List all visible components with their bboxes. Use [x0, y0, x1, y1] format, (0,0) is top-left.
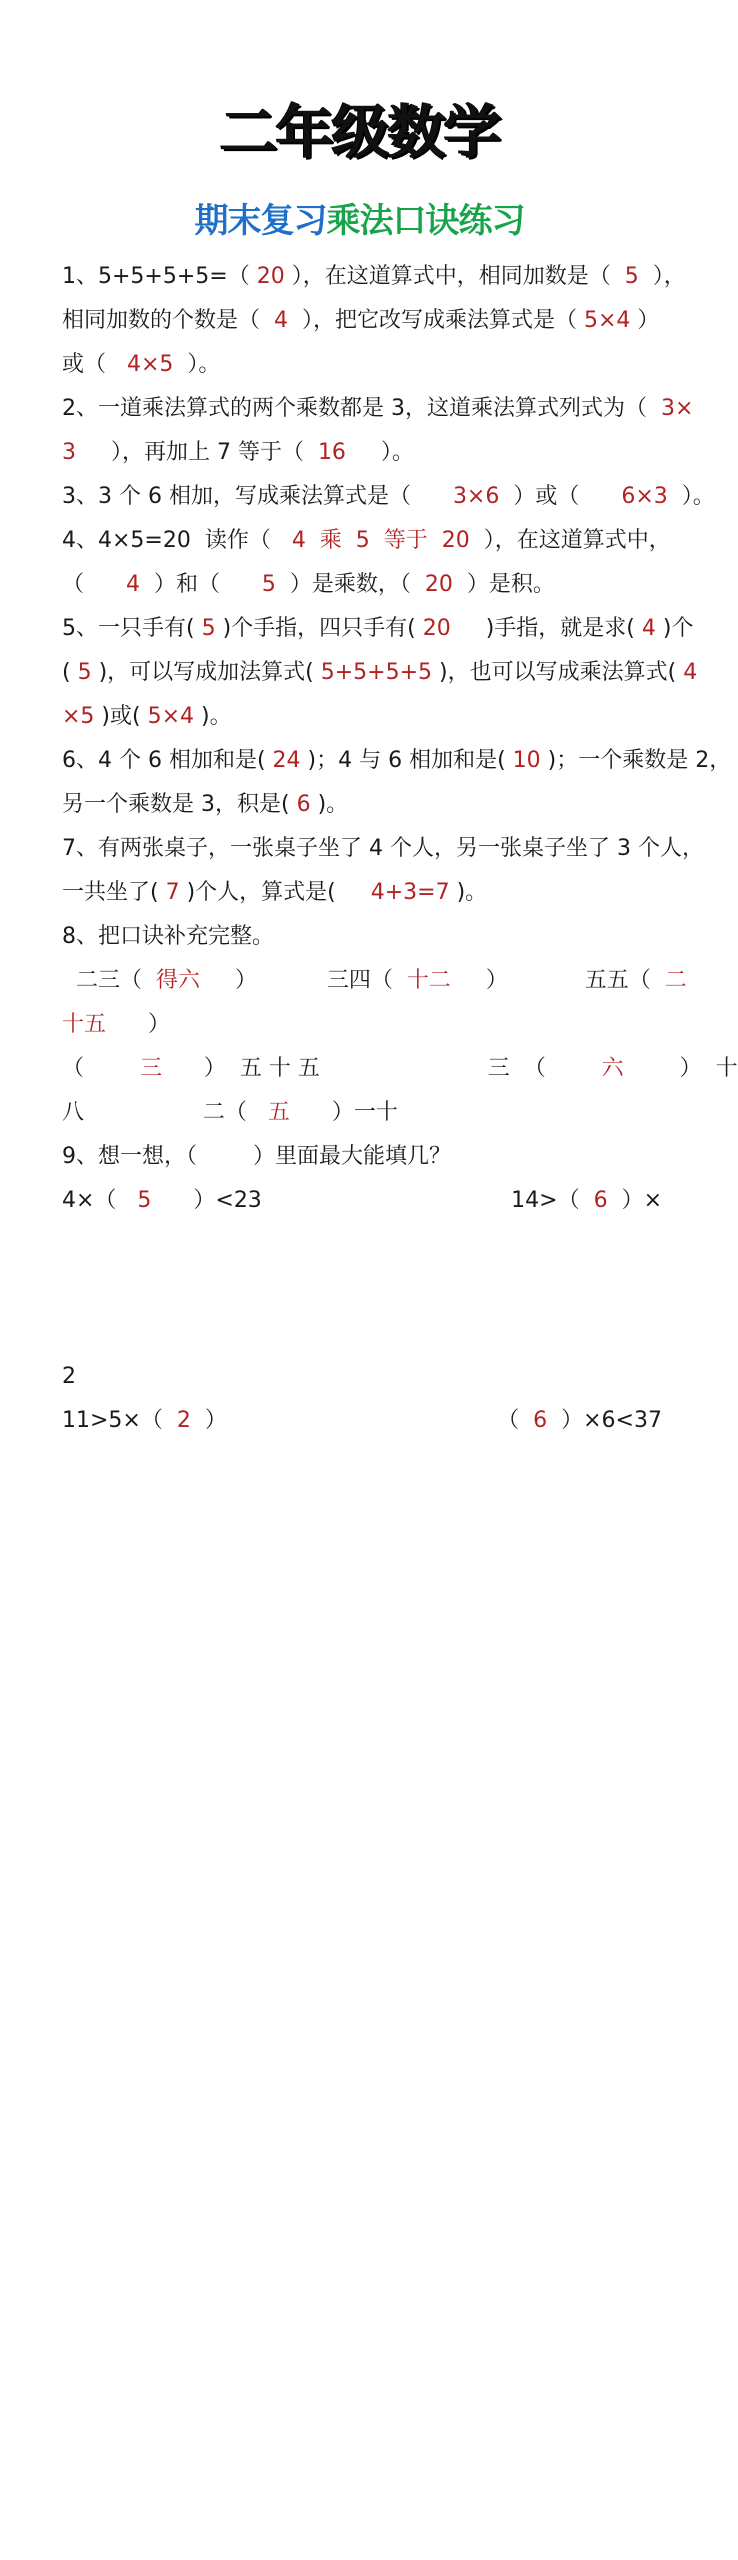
- question-text: 5、一只手有(: [62, 616, 195, 641]
- answer-text: 3×: [660, 396, 694, 421]
- worksheet-line: [62, 1135, 662, 1179]
- question-text: ），在这道算式中，相同加数是（: [284, 264, 625, 289]
- question-text: ），: [638, 264, 686, 289]
- worksheet-content: [62, 255, 738, 1443]
- question-text: )；4 与 6 相加和是(: [307, 748, 506, 773]
- answer-text: 2: [176, 1408, 191, 1433]
- question-text: )，可以写成加法算式(: [98, 660, 314, 685]
- worksheet-line: [62, 959, 687, 1003]
- question-text: （: [62, 572, 126, 597]
- worksheet-line: [62, 1355, 662, 1399]
- question-text: ）: [106, 1012, 170, 1037]
- answer-text: 三: [139, 1056, 162, 1081]
- question-text: 14>（: [511, 1188, 594, 1213]
- question-text: ）<23: [151, 1188, 262, 1213]
- answer-text: 10: [505, 748, 548, 773]
- question-text: （: [62, 1056, 140, 1081]
- answer-text: 20: [424, 572, 453, 597]
- answer-text: 20: [422, 616, 451, 641]
- worksheet-line: [62, 1179, 662, 1223]
- worksheet-line: [62, 1399, 662, 1443]
- question-text: 2、一道乘法算式的两个乘数都是 3，这道乘法算式列式为（: [62, 396, 661, 421]
- answer-text: 20: [256, 264, 285, 289]
- worksheet-line: [62, 431, 662, 475]
- worksheet-line: [62, 1223, 662, 1267]
- answer-text: 5: [70, 660, 99, 685]
- answer-text: ×5: [62, 704, 95, 729]
- page-subtitle: [0, 198, 719, 244]
- subtitle-part-practice: 乘法口诀练习: [326, 201, 525, 241]
- question-text: )个: [662, 616, 694, 641]
- answer-text: 十五: [62, 1012, 107, 1037]
- worksheet-line-right: [497, 1399, 662, 1443]
- worksheet-line: [62, 871, 662, 915]
- question-text: 八 二（: [62, 1100, 268, 1125]
- answer-text: 4: [683, 660, 698, 685]
- question-text: 4×（: [62, 1188, 138, 1213]
- question-text: 另一个乘数是 3，积是(: [62, 792, 290, 817]
- worksheet-line: [62, 827, 704, 871]
- answer-text: 6: [593, 1188, 608, 1213]
- subtitle-part-review: 期末复习: [194, 201, 327, 241]
- answer-text: 6: [289, 792, 318, 817]
- worksheet-line-right: [511, 1179, 662, 1223]
- question-text: )个手指，四只手有(: [222, 616, 423, 641]
- worksheet-line: [62, 255, 686, 299]
- question-text: )；一个乘数是 2，: [547, 748, 732, 773]
- worksheet-line: [62, 607, 694, 651]
- question-text: )。: [317, 792, 349, 817]
- worksheet-line: [62, 695, 662, 739]
- worksheet-line: [62, 1047, 738, 1091]
- answer-text: 16: [317, 440, 346, 465]
- question-text: 一共坐了(: [62, 880, 159, 905]
- answer-text: 4×5: [126, 352, 174, 377]
- question-text: ） 十: [623, 1056, 738, 1081]
- question-text: ） 五五（: [450, 968, 665, 993]
- question-text: )个人，算式是(: [186, 880, 371, 905]
- question-text: ）是乘数，（: [275, 572, 425, 597]
- question-text: ）×6<37: [547, 1408, 662, 1433]
- question-text: ）和（: [139, 572, 262, 597]
- question-text: 2: [62, 1364, 76, 1389]
- worksheet-line: [62, 1003, 662, 1047]
- question-text: )手指，就是求(: [450, 616, 635, 641]
- answer-text: 5×4: [583, 308, 631, 333]
- question-text: 6、4 个 6 相加和是(: [62, 748, 266, 773]
- question-text: 3、3 个 6 相加，写成乘法算式是（: [62, 484, 453, 509]
- answer-text: 24: [265, 748, 308, 773]
- worksheet-line: [62, 387, 694, 431]
- answer-text: 6×3: [621, 484, 668, 509]
- answer-text: 3×6: [452, 484, 500, 509]
- answer-text: 六: [601, 1056, 624, 1081]
- question-text: ），再加上 7 等于（: [76, 440, 318, 465]
- answer-text: 5: [624, 264, 639, 289]
- answer-text: 7: [158, 880, 187, 905]
- question-text: 4、4×5=20 读作（: [62, 528, 292, 553]
- question-text: ） 五 十 五 三 （: [161, 1056, 602, 1081]
- answer-text: 五: [267, 1100, 290, 1125]
- question-text: ）一十: [289, 1100, 398, 1125]
- question-text: ）: [630, 308, 660, 333]
- worksheet-line: [62, 343, 662, 387]
- question-text: 8、把口诀补充完整。: [62, 924, 274, 949]
- worksheet-line: [62, 299, 662, 343]
- worksheet-line: [62, 915, 662, 959]
- worksheet-line: [62, 475, 715, 519]
- answer-text: 6: [533, 1408, 548, 1433]
- question-text: 7、有两张桌子，一张桌子坐了 4 个人，另一张桌子坐了 3 个人，: [62, 836, 704, 861]
- answer-text: 3: [62, 440, 76, 465]
- question-text: ），把它改写成乘法算式是（: [288, 308, 584, 333]
- worksheet-line: [62, 783, 662, 827]
- question-text: 11>5×（: [62, 1408, 177, 1433]
- question-text: ）。: [345, 440, 414, 465]
- question-text: )。: [449, 880, 488, 905]
- worksheet-line: [62, 519, 671, 563]
- worksheet-line: [62, 563, 662, 607]
- answer-text: 得六: [155, 968, 200, 993]
- question-text: ）。: [173, 352, 221, 377]
- answer-text: 5+5+5+5: [313, 660, 440, 685]
- question-text: ）或（: [499, 484, 622, 509]
- question-text: ）: [190, 1408, 227, 1433]
- worksheet-line: [62, 1311, 662, 1355]
- page-title: 二年级数学: [219, 98, 500, 166]
- question-text: 9、想一想，（ ）里面最大能填几？: [62, 1144, 451, 1169]
- question-text: ） 三四（: [200, 968, 407, 993]
- question-text: (: [62, 660, 71, 685]
- answer-text: 5: [194, 616, 223, 641]
- answer-text: 4: [274, 308, 288, 333]
- answer-text: 5×4: [140, 704, 202, 729]
- answer-text: 4: [125, 572, 140, 597]
- worksheet-line: [62, 739, 732, 783]
- question-text: ）。: [667, 484, 715, 509]
- question-text: 二三（: [62, 968, 156, 993]
- question-text: ），在这道算式中，: [469, 528, 671, 553]
- answer-text: 二: [664, 968, 687, 993]
- question-text: （: [497, 1408, 534, 1433]
- answer-text: 4 乘 5 等于 20: [291, 528, 470, 553]
- answer-text: 5: [261, 572, 276, 597]
- answer-text: 十二: [406, 968, 451, 993]
- question-text: 相同加数的个数是（: [62, 308, 274, 333]
- answer-text: 4+3=7: [370, 880, 450, 905]
- question-text: 或（: [62, 352, 127, 377]
- answer-text: 5: [137, 1188, 152, 1213]
- answer-text: 4: [634, 616, 663, 641]
- question-text: )或(: [94, 704, 141, 729]
- question-text: )。: [201, 704, 232, 729]
- question-text: )，也可以写成乘法算式(: [439, 660, 684, 685]
- question-text: ）×: [607, 1188, 662, 1213]
- worksheet-line: [62, 651, 698, 695]
- question-text: 1、5+5+5+5=（: [62, 264, 257, 289]
- worksheet-line: [62, 1091, 662, 1135]
- question-text: ）是积。: [452, 572, 555, 597]
- worksheet-line: [62, 1267, 662, 1311]
